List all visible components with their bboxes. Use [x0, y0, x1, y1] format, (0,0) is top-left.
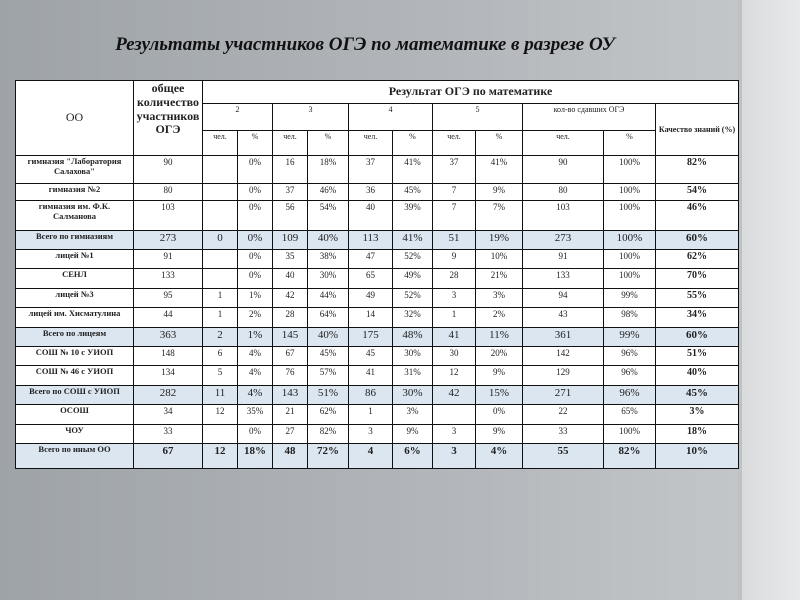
cell-c4: 65 [349, 269, 393, 289]
subheader-count: чел. [433, 131, 476, 156]
cell-p5: 15% [476, 386, 523, 405]
cell-p2: 4% [238, 366, 273, 386]
cell-p3: 62% [308, 405, 349, 425]
cell-p4: 49% [393, 269, 433, 289]
cell-q: 40% [656, 366, 739, 386]
cell-q: 70% [656, 269, 739, 289]
cell-p3: 38% [308, 250, 349, 269]
cell-total: 95 [134, 289, 203, 308]
subheader-count: чел. [349, 131, 393, 156]
cell-p2: 4% [238, 386, 273, 405]
header-total: общее количество участников ОГЭ [134, 81, 203, 156]
cell-cp: 91 [523, 250, 604, 269]
cell-total: 363 [134, 328, 203, 347]
cell-name: СОШ № 10 с УИОП [16, 347, 134, 366]
cell-cp: 94 [523, 289, 604, 308]
cell-p2: 1% [238, 289, 273, 308]
cell-name: лицей №3 [16, 289, 134, 308]
cell-p2: 0% [238, 201, 273, 231]
cell-cp: 361 [523, 328, 604, 347]
cell-c2 [203, 184, 238, 201]
slide-title: Результаты участников ОГЭ по математике в разрезе ОУ [115, 34, 615, 55]
cell-total: 134 [134, 366, 203, 386]
cell-q: 3% [656, 405, 739, 425]
cell-p3: 82% [308, 425, 349, 444]
cell-c3: 56 [273, 201, 308, 231]
cell-p3: 57% [308, 366, 349, 386]
cell-p5: 4% [476, 444, 523, 469]
cell-name: гимназия "Лаборатория Салахова" [16, 156, 134, 184]
cell-c5: 3 [433, 425, 476, 444]
cell-total: 90 [134, 156, 203, 184]
cell-pp: 65% [604, 405, 656, 425]
cell-p4: 32% [393, 308, 433, 328]
cell-pp: 100% [604, 201, 656, 231]
cell-pp: 99% [604, 289, 656, 308]
table-total-row [16, 231, 739, 250]
cell-total: 133 [134, 269, 203, 289]
cell-c5: 51 [433, 231, 476, 250]
cell-c4: 3 [349, 425, 393, 444]
cell-c5: 41 [433, 328, 476, 347]
cell-total: 44 [134, 308, 203, 328]
cell-c3: 145 [273, 328, 308, 347]
cell-c3: 21 [273, 405, 308, 425]
cell-p4: 48% [393, 328, 433, 347]
cell-total: 273 [134, 231, 203, 250]
cell-q: 62% [656, 250, 739, 269]
cell-p4: 41% [393, 231, 433, 250]
cell-total: 148 [134, 347, 203, 366]
cell-p2: 0% [238, 269, 273, 289]
cell-p5: 21% [476, 269, 523, 289]
cell-c5: 3 [433, 444, 476, 469]
cell-c4: 49 [349, 289, 393, 308]
cell-cp: 43 [523, 308, 604, 328]
cell-p3: 45% [308, 347, 349, 366]
table-row [16, 308, 739, 328]
subheader-count: чел. [203, 131, 238, 156]
table-total-row [16, 386, 739, 405]
header-grade-4: 4 [349, 104, 433, 131]
table-total-row [16, 444, 739, 469]
cell-c5: 37 [433, 156, 476, 184]
cell-p5: 19% [476, 231, 523, 250]
cell-c3: 67 [273, 347, 308, 366]
cell-total: 91 [134, 250, 203, 269]
cell-c5: 28 [433, 269, 476, 289]
cell-pp: 96% [604, 386, 656, 405]
header-oo: ОО [16, 81, 134, 156]
cell-p4: 31% [393, 366, 433, 386]
cell-total: 282 [134, 386, 203, 405]
cell-name: ОСОШ [16, 405, 134, 425]
cell-pp: 100% [604, 231, 656, 250]
cell-c3: 76 [273, 366, 308, 386]
cell-p2: 35% [238, 405, 273, 425]
cell-cp: 133 [523, 269, 604, 289]
cell-c2: 2 [203, 328, 238, 347]
cell-total: 33 [134, 425, 203, 444]
cell-c4: 1 [349, 405, 393, 425]
header-quality: Качество знаний (%) [656, 104, 739, 156]
cell-p3: 30% [308, 269, 349, 289]
cell-p4: 39% [393, 201, 433, 231]
cell-c4: 113 [349, 231, 393, 250]
cell-cp: 22 [523, 405, 604, 425]
cell-c5: 1 [433, 308, 476, 328]
cell-name: Всего по лицеям [16, 328, 134, 347]
cell-cp: 33 [523, 425, 604, 444]
cell-pp: 100% [604, 250, 656, 269]
cell-p3: 40% [308, 328, 349, 347]
cell-pp: 100% [604, 269, 656, 289]
header-grade-3: 3 [273, 104, 349, 131]
table-row [16, 184, 739, 201]
cell-q: 46% [656, 201, 739, 231]
subheader-count: чел. [523, 131, 604, 156]
cell-q: 54% [656, 184, 739, 201]
cell-cp: 80 [523, 184, 604, 201]
cell-p3: 44% [308, 289, 349, 308]
cell-c4: 86 [349, 386, 393, 405]
cell-c4: 36 [349, 184, 393, 201]
cell-q: 82% [656, 156, 739, 184]
cell-p4: 52% [393, 250, 433, 269]
cell-q: 10% [656, 444, 739, 469]
cell-p5: 10% [476, 250, 523, 269]
cell-p4: 30% [393, 347, 433, 366]
cell-cp: 55 [523, 444, 604, 469]
cell-p2: 18% [238, 444, 273, 469]
cell-c3: 48 [273, 444, 308, 469]
cell-name: СОШ № 46 с УИОП [16, 366, 134, 386]
cell-p4: 6% [393, 444, 433, 469]
cell-pp: 99% [604, 328, 656, 347]
table-row [16, 250, 739, 269]
header-grade-5: 5 [433, 104, 523, 131]
cell-c3: 35 [273, 250, 308, 269]
cell-p4: 3% [393, 405, 433, 425]
subheader-percent: % [308, 131, 349, 156]
cell-q: 51% [656, 347, 739, 366]
cell-total: 67 [134, 444, 203, 469]
subheader-percent: % [238, 131, 273, 156]
cell-pp: 100% [604, 425, 656, 444]
cell-p5: 9% [476, 425, 523, 444]
cell-c5: 3 [433, 289, 476, 308]
cell-c5 [433, 405, 476, 425]
cell-p2: 4% [238, 347, 273, 366]
cell-p3: 72% [308, 444, 349, 469]
cell-pp: 82% [604, 444, 656, 469]
cell-c2 [203, 201, 238, 231]
cell-q: 45% [656, 386, 739, 405]
cell-q: 60% [656, 231, 739, 250]
cell-total: 34 [134, 405, 203, 425]
cell-c4: 175 [349, 328, 393, 347]
cell-c2 [203, 269, 238, 289]
cell-c5: 12 [433, 366, 476, 386]
subheader-percent: % [476, 131, 523, 156]
cell-c4: 4 [349, 444, 393, 469]
cell-name: ЧОУ [16, 425, 134, 444]
cell-cp: 90 [523, 156, 604, 184]
cell-p2: 0% [238, 425, 273, 444]
cell-c3: 40 [273, 269, 308, 289]
cell-p4: 41% [393, 156, 433, 184]
cell-cp: 142 [523, 347, 604, 366]
cell-name: СЕНЛ [16, 269, 134, 289]
table-row [16, 366, 739, 386]
cell-cp: 103 [523, 201, 604, 231]
cell-p3: 54% [308, 201, 349, 231]
cell-c5: 30 [433, 347, 476, 366]
table-row [16, 289, 739, 308]
cell-q: 55% [656, 289, 739, 308]
cell-p2: 0% [238, 156, 273, 184]
cell-p3: 46% [308, 184, 349, 201]
cell-c2: 12 [203, 405, 238, 425]
cell-c2: 1 [203, 308, 238, 328]
cell-p4: 45% [393, 184, 433, 201]
cell-c2: 1 [203, 289, 238, 308]
cell-c3: 16 [273, 156, 308, 184]
table-row [16, 201, 739, 231]
cell-c5: 42 [433, 386, 476, 405]
header-result: Результат ОГЭ по математике [203, 81, 739, 104]
cell-pp: 100% [604, 156, 656, 184]
cell-p5: 41% [476, 156, 523, 184]
cell-c4: 41 [349, 366, 393, 386]
cell-p2: 0% [238, 231, 273, 250]
table-row [16, 425, 739, 444]
cell-p3: 51% [308, 386, 349, 405]
table-total-row [16, 328, 739, 347]
cell-c4: 37 [349, 156, 393, 184]
cell-p5: 9% [476, 184, 523, 201]
cell-p5: 20% [476, 347, 523, 366]
cell-c5: 9 [433, 250, 476, 269]
slide-side-panel [742, 0, 800, 600]
cell-c2 [203, 156, 238, 184]
cell-c3: 143 [273, 386, 308, 405]
cell-name: Всего по гимназиям [16, 231, 134, 250]
cell-name: гимназия им. Ф.К. Салманова [16, 201, 134, 231]
cell-p5: 11% [476, 328, 523, 347]
cell-c3: 28 [273, 308, 308, 328]
cell-name: Всего по иным ОО [16, 444, 134, 469]
table-row [16, 347, 739, 366]
cell-p5: 2% [476, 308, 523, 328]
cell-p4: 30% [393, 386, 433, 405]
header-grade-2: 2 [203, 104, 273, 131]
cell-p2: 0% [238, 250, 273, 269]
cell-p4: 9% [393, 425, 433, 444]
cell-pp: 96% [604, 366, 656, 386]
table-row [16, 156, 739, 184]
cell-cp: 271 [523, 386, 604, 405]
cell-total: 103 [134, 201, 203, 231]
cell-q: 60% [656, 328, 739, 347]
cell-p3: 40% [308, 231, 349, 250]
cell-c2: 0 [203, 231, 238, 250]
cell-c2 [203, 425, 238, 444]
cell-pp: 96% [604, 347, 656, 366]
cell-c2: 6 [203, 347, 238, 366]
cell-c2: 12 [203, 444, 238, 469]
cell-cp: 273 [523, 231, 604, 250]
cell-c3: 27 [273, 425, 308, 444]
cell-c3: 42 [273, 289, 308, 308]
cell-c3: 37 [273, 184, 308, 201]
cell-c4: 14 [349, 308, 393, 328]
cell-c2: 5 [203, 366, 238, 386]
header-passed: кол-во сдавших ОГЭ [523, 104, 656, 131]
results-table [15, 80, 739, 469]
cell-c5: 7 [433, 201, 476, 231]
table-row [16, 405, 739, 425]
cell-p2: 1% [238, 328, 273, 347]
cell-p2: 0% [238, 184, 273, 201]
cell-q: 34% [656, 308, 739, 328]
cell-name: лицей №1 [16, 250, 134, 269]
cell-p5: 3% [476, 289, 523, 308]
cell-c4: 45 [349, 347, 393, 366]
cell-c4: 47 [349, 250, 393, 269]
cell-p4: 52% [393, 289, 433, 308]
cell-p5: 7% [476, 201, 523, 231]
cell-c5: 7 [433, 184, 476, 201]
cell-c2: 11 [203, 386, 238, 405]
subheader-percent: % [393, 131, 433, 156]
cell-name: гимназия №2 [16, 184, 134, 201]
cell-p5: 0% [476, 405, 523, 425]
cell-cp: 129 [523, 366, 604, 386]
cell-pp: 98% [604, 308, 656, 328]
subheader-percent: % [604, 131, 656, 156]
cell-c2 [203, 250, 238, 269]
cell-pp: 100% [604, 184, 656, 201]
cell-p3: 18% [308, 156, 349, 184]
cell-p3: 64% [308, 308, 349, 328]
cell-p5: 9% [476, 366, 523, 386]
cell-c3: 109 [273, 231, 308, 250]
cell-p2: 2% [238, 308, 273, 328]
cell-c4: 40 [349, 201, 393, 231]
table-row [16, 269, 739, 289]
cell-q: 18% [656, 425, 739, 444]
cell-name: Всего по СОШ с УИОП [16, 386, 134, 405]
cell-total: 80 [134, 184, 203, 201]
cell-name: лицей им. Хисматулина [16, 308, 134, 328]
subheader-count: чел. [273, 131, 308, 156]
